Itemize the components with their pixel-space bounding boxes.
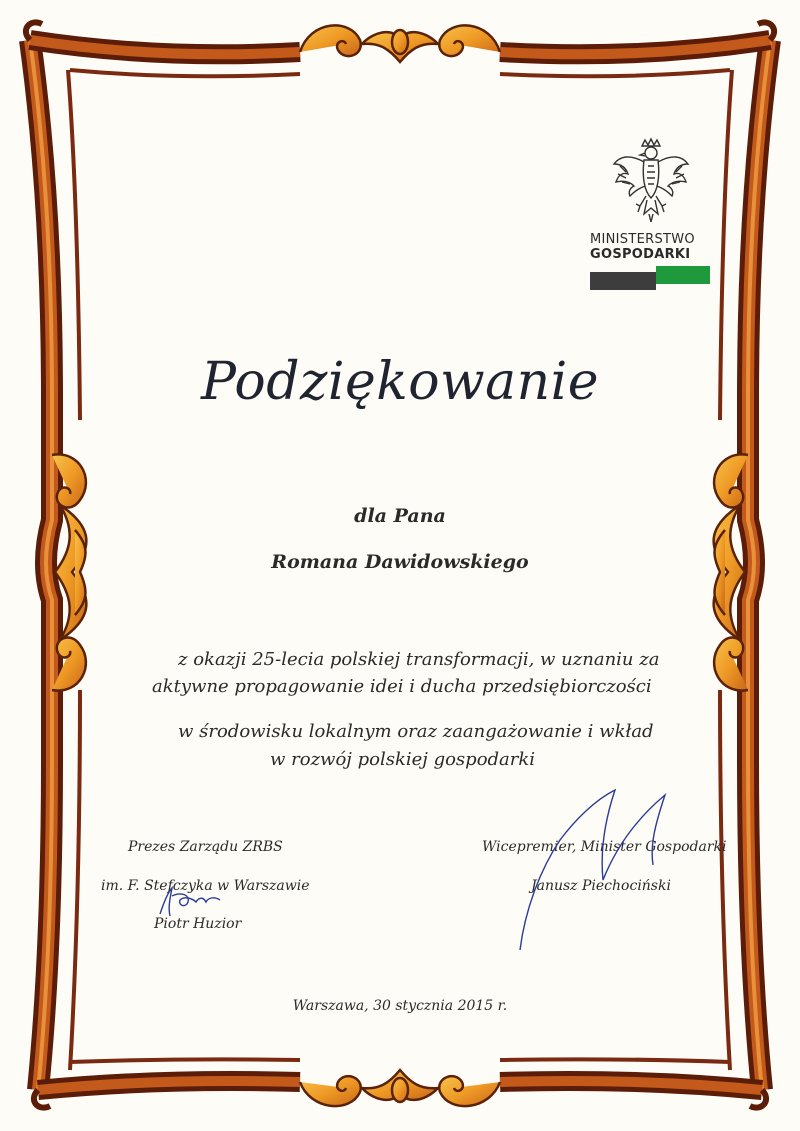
ministry-name-line2: GOSPODARKI xyxy=(590,247,691,262)
recipient-prefix: dla Pana xyxy=(354,505,446,527)
body-text-line: w rozwój polskiej gospodarki xyxy=(270,749,536,770)
ministry-logo xyxy=(590,136,712,262)
left-signatory-organization: im. F. Stefczyka w Warszawie xyxy=(101,878,310,894)
right-signatory-role: Wicepremier, Minister Gospodarki xyxy=(482,839,727,855)
body-text-line: z okazji 25-lecia polskiej transformacji, w uznaniu za xyxy=(178,649,660,670)
page-title: Podziękowanie xyxy=(201,352,599,412)
eagle-emblem-icon xyxy=(590,136,712,228)
body-text-line: w środowisku lokalnym oraz zaangażowanie i wkład xyxy=(178,721,654,742)
ministry-name-line1: MINISTERSTWO xyxy=(590,232,695,247)
left-signature xyxy=(150,882,230,922)
right-signatory-name: Janusz Piechociński xyxy=(531,878,671,894)
right-signature xyxy=(505,780,685,960)
ministry-color-bar xyxy=(590,266,712,290)
left-signatory-name: Piotr Huzior xyxy=(154,916,242,932)
body-text-line: aktywne propagowanie idei i ducha przedsiębiorczości xyxy=(152,676,652,697)
place-and-date: Warszawa, 30 stycznia 2015 r. xyxy=(292,998,508,1014)
left-signatory-role: Prezes Zarządu ZRBS xyxy=(128,839,283,855)
recipient-name: Romana Dawidowskiego xyxy=(271,551,529,573)
